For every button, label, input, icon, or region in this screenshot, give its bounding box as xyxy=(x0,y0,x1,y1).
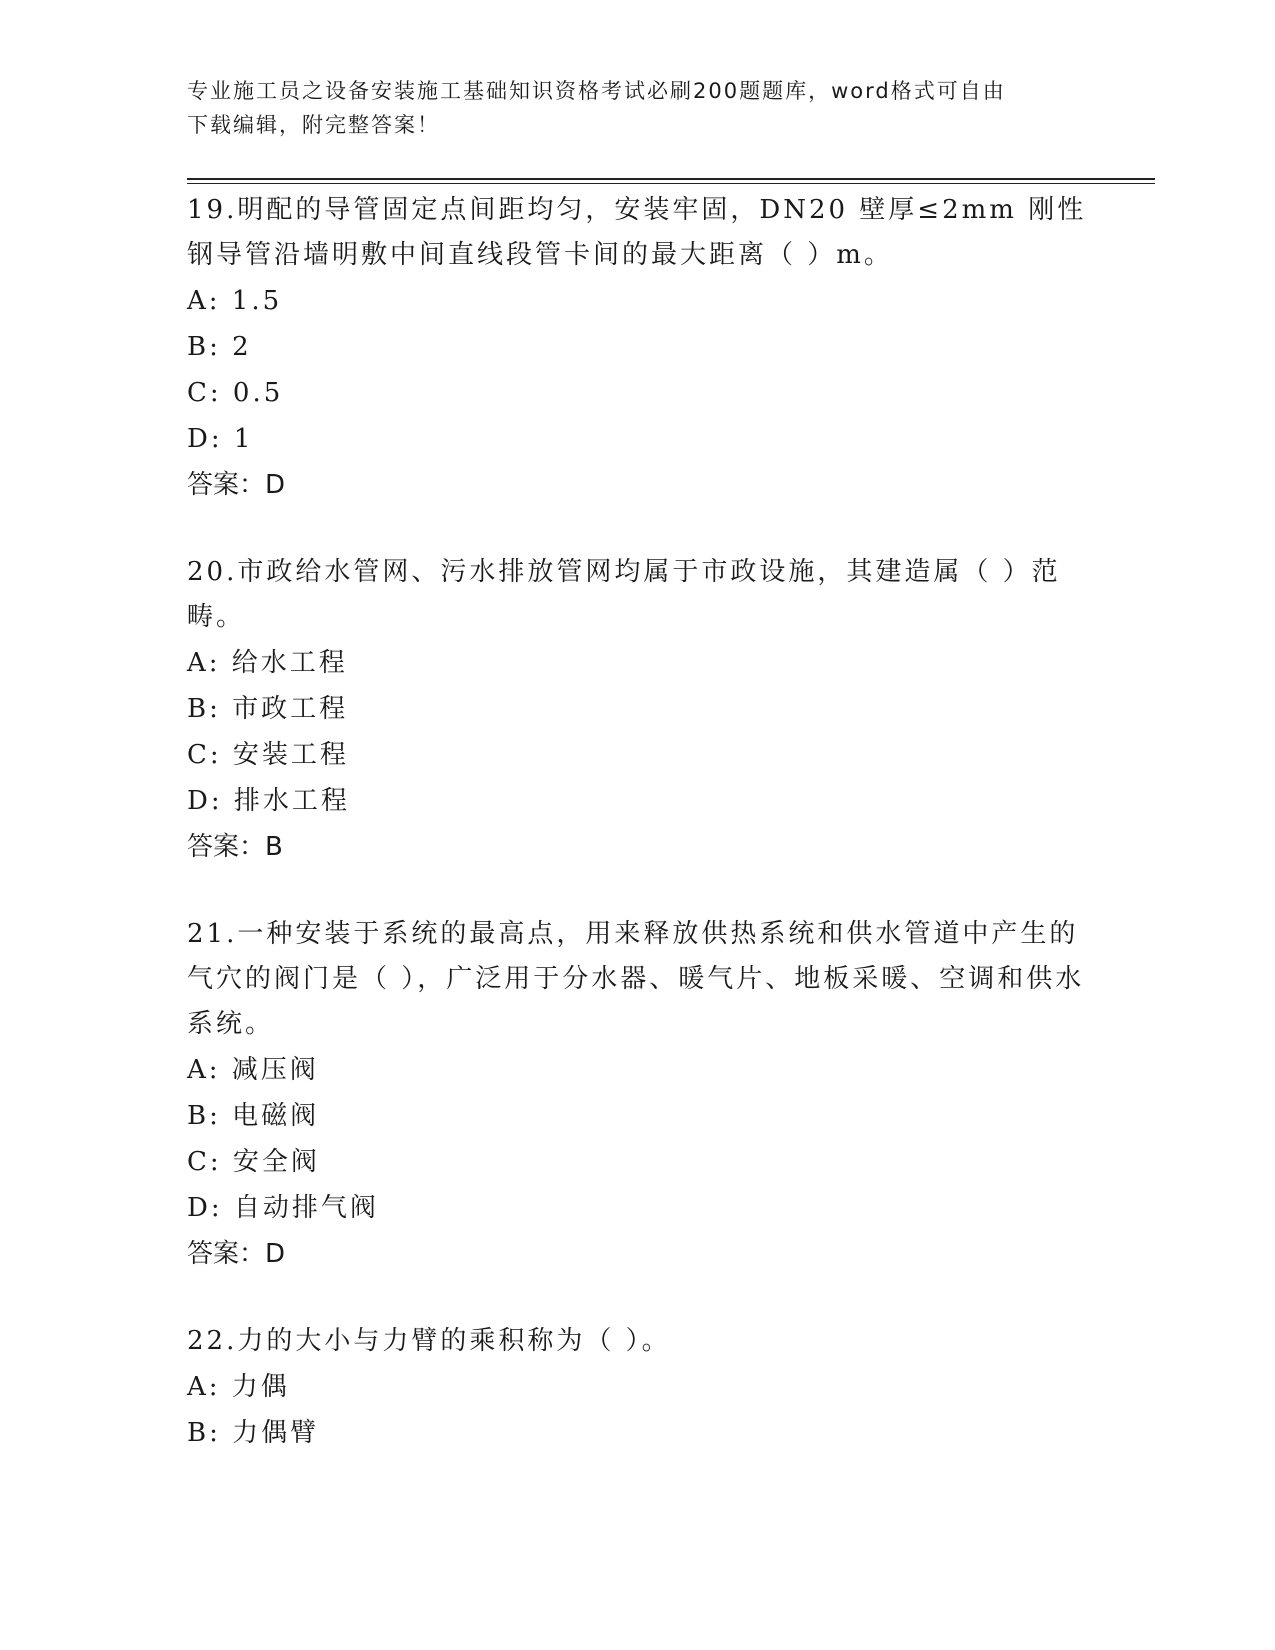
question-stem: 21.一种安装于系统的最高点，用来释放供热系统和供水管道中产生的气穴的阀门是（ ），广泛用于分水器、暖气片、地板采暖、空调和供水系统。 xyxy=(187,919,1085,1039)
question-stem: 20.市政给水管网、污水排放管网均属于市政设施，其建造属（ ）范畴。 xyxy=(187,557,1061,632)
option-d: D: 自动排气阀 xyxy=(187,1193,379,1223)
option-b: B: 电磁阀 xyxy=(187,1101,320,1131)
answer-line: 答案：D xyxy=(187,1239,286,1269)
option-b: B: 力偶臂 xyxy=(187,1418,320,1448)
option-a: A: 1.5 xyxy=(187,286,283,316)
question-list xyxy=(187,188,1087,1498)
document-header xyxy=(187,74,1067,142)
header-rule-thick xyxy=(187,178,1155,180)
header-line-2: 下载编辑，附完整答案！ xyxy=(187,113,440,137)
question-19 xyxy=(187,188,1087,508)
option-b: B: 市政工程 xyxy=(187,694,349,724)
option-c: C: 安装工程 xyxy=(187,740,349,770)
option-a: A: 减压阀 xyxy=(187,1055,319,1085)
option-a: A: 力偶 xyxy=(187,1372,290,1402)
question-20 xyxy=(187,550,1087,870)
question-22 xyxy=(187,1319,1087,1456)
header-line-1: 专业施工员之设备安装施工基础知识资格考试必刷200题题库，word格式可自由 xyxy=(187,79,1006,103)
header-rule-thin xyxy=(187,183,1155,184)
answer-line: 答案：B xyxy=(187,832,283,862)
option-d: D: 排水工程 xyxy=(187,786,350,816)
option-d: D: 1 xyxy=(187,424,254,454)
question-21 xyxy=(187,912,1087,1277)
option-c: C: 安全阀 xyxy=(187,1147,320,1177)
option-a: A: 给水工程 xyxy=(187,648,348,678)
option-c: C: 0.5 xyxy=(187,378,284,408)
question-stem: 19.明配的导管固定点间距均匀，安装牢固，DN20 壁厚≤2mm 刚性钢导管沿墙明敷中间直线段管卡间的最大距离（ ）m。 xyxy=(187,195,1087,270)
option-b: B: 2 xyxy=(187,332,252,362)
answer-line: 答案：D xyxy=(187,470,286,500)
question-stem: 22.力的大小与力臂的乘积称为（ ）。 xyxy=(187,1326,671,1356)
